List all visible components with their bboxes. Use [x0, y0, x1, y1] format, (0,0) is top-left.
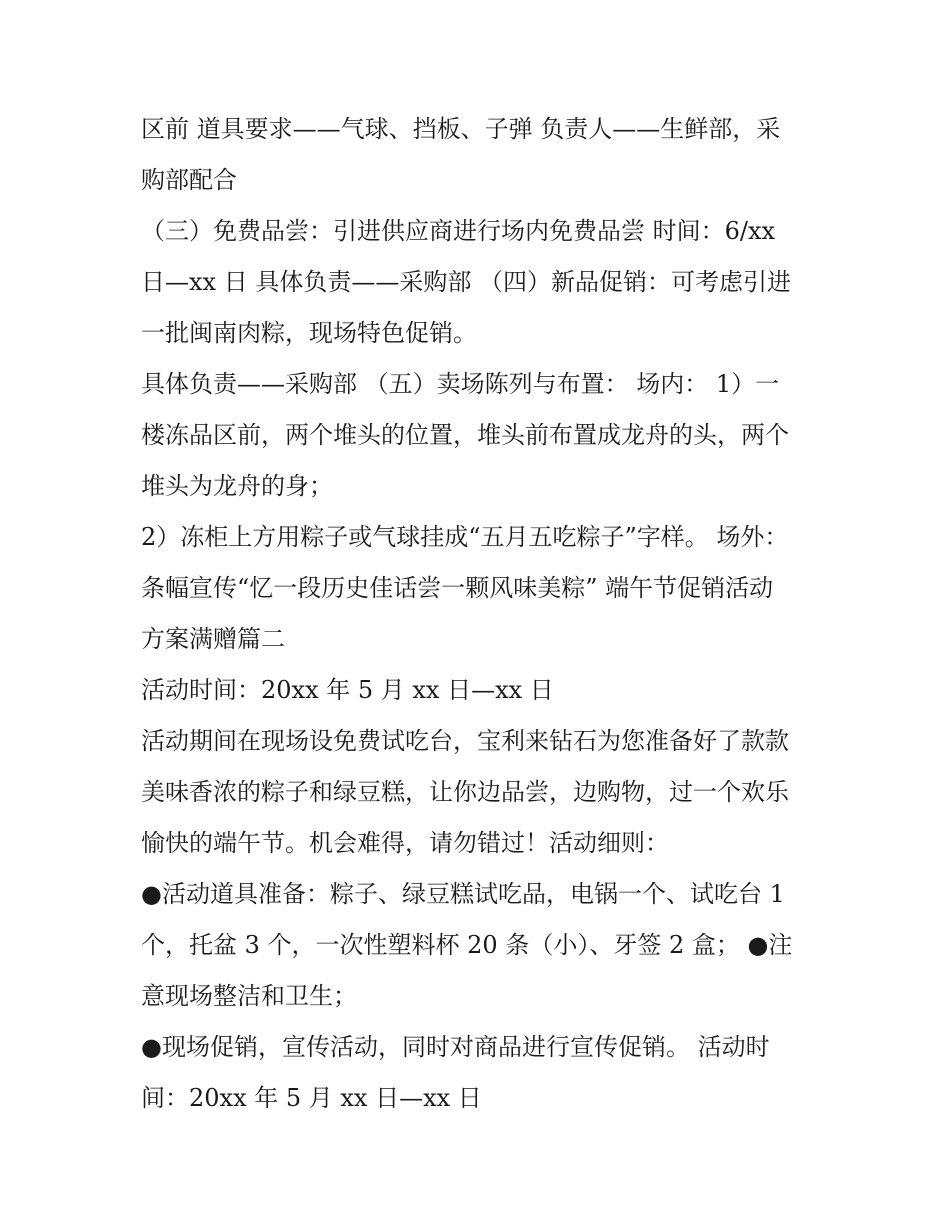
text-line: 条幅宣传“忆一段历史佳话尝一颗风味美粽” 端午节促销活动 — [141, 574, 774, 602]
text-line: 具体负责——采购部 （五）卖场陈列与布置： 场内： 1）一 — [141, 370, 780, 398]
text-line: 活动期间在现场设免费试吃台，宝利来钻石为您准备好了款款 — [141, 727, 789, 755]
document-body — [141, 104, 821, 1124]
text-line: 堆头为龙舟的身； — [141, 472, 333, 500]
text-line: 个，托盆 3 个，一次性塑料杯 20 条（小）、牙签 2 盒； ●注 — [141, 931, 793, 959]
bullet-line: ●活动道具准备：粽子、绿豆糕试吃品，电锅一个、试吃台 1 — [141, 880, 785, 908]
text-line: 愉快的端午节。机会难得，请勿错过！活动细则： — [141, 829, 669, 857]
text-line: （三）免费品尝：引进供应商进行场内免费品尝 时间：6/xx — [141, 217, 776, 245]
text-line: 一批闽南肉粽，现场特色促销。 — [141, 319, 477, 347]
text-line: 间：20xx 年 5 月 xx 日—xx 日 — [141, 1084, 482, 1112]
text-line: 日—xx 日 具体负责——采购部 （四）新品促销：可考虑引进 — [141, 268, 791, 296]
text-line: 购部配合 — [141, 166, 237, 194]
text-line: 区前 道具要求——气球、挡板、子弹 负责人——生鲜部，采 — [141, 115, 781, 143]
text-line: 活动时间：20xx 年 5 月 xx 日—xx 日 — [141, 676, 554, 704]
text-line: 2）冻柜上方用粽子或气球挂成“五月五吃粽子”字样。 场外： — [141, 523, 789, 551]
text-line: 美味香浓的粽子和绿豆糕，让你边品尝，边购物，过一个欢乐 — [141, 778, 789, 806]
section-heading: 方案满赠篇二 — [141, 625, 285, 653]
text-line: 楼冻品区前，两个堆头的位置，堆头前布置成龙舟的头，两个 — [141, 421, 789, 449]
bullet-line: ●现场促销，宣传活动，同时对商品进行宣传促销。 活动时 — [141, 1033, 770, 1061]
text-line: 意现场整洁和卫生； — [141, 982, 357, 1010]
